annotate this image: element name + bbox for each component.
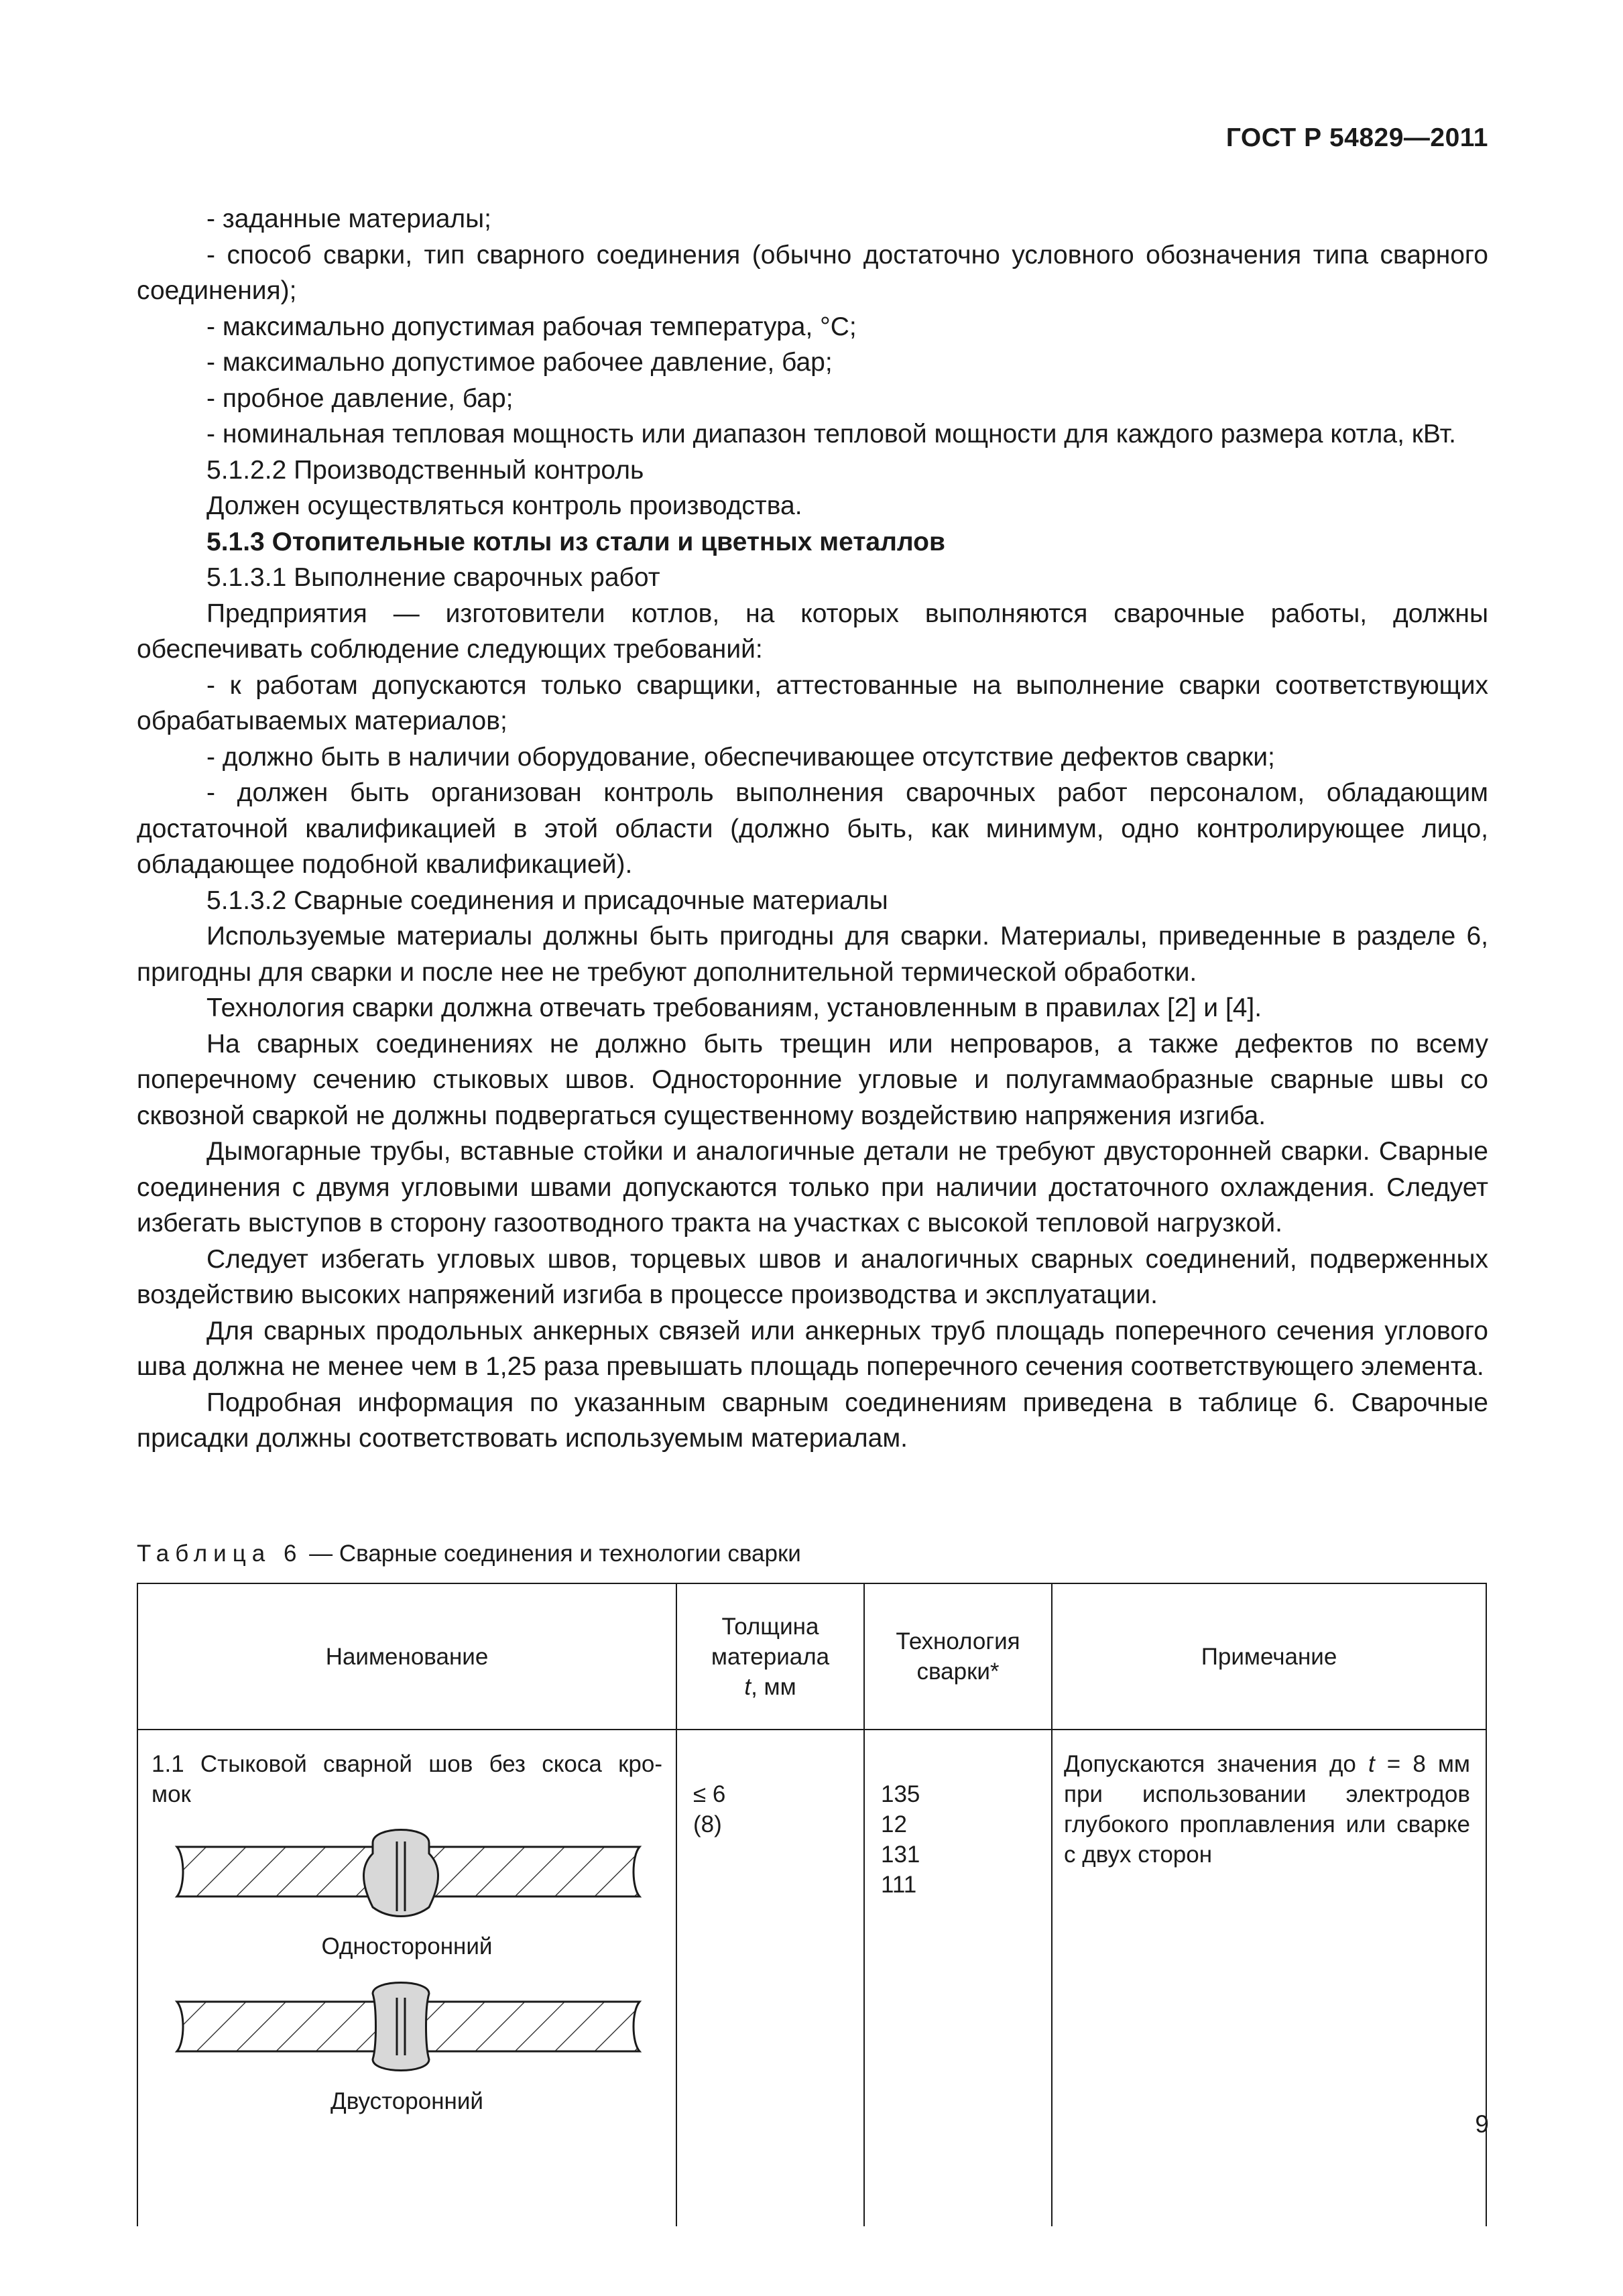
table-caption-text: — Сварные соединения и технологии сварки	[302, 1540, 801, 1567]
thickness-alt-value: (8)	[693, 1811, 722, 1837]
technology-code: 12	[881, 1811, 907, 1837]
double-sided-weld-sketch	[152, 1976, 649, 2077]
header-thickness	[676, 1583, 864, 1730]
header-note	[1052, 1583, 1486, 1730]
list-item: - должно быть в наличии оборудование, обеспечивающее отсутствие дефектов сварки;	[206, 742, 1275, 772]
technology-code: 135	[881, 1781, 920, 1807]
header-thickness-l2: материала	[711, 1643, 830, 1670]
header-technology-l1: Технология	[896, 1628, 1020, 1654]
header-thickness-l3	[684, 1672, 857, 1702]
header-thickness-var: t	[744, 1673, 752, 1700]
list-item: - способ сварки, тип сварного соединения (обычно достаточно условного обозначения типа сварного соединения);	[137, 240, 1488, 305]
paragraph: Следует избегать угловых швов, торцевых швов и аналогичных сварных соединений, подверженных воздействию высоких напряжений изгиба в процессе производства и эксплуатации.	[137, 1244, 1488, 1309]
technology-code: 131	[881, 1841, 920, 1868]
header-technology-l2: сварки*	[916, 1658, 1000, 1685]
section-heading: 5.1.3 Отопительные котлы из стали и цветных металлов	[206, 527, 945, 556]
header-thickness-l1: Толщина	[721, 1613, 819, 1640]
header-name-text: Наименование	[325, 1643, 489, 1670]
header-thickness-unit: , мм	[751, 1673, 796, 1700]
cell-technology	[864, 1730, 1052, 2226]
row-name-line2: мок	[152, 1781, 191, 1807]
cell-thickness	[676, 1730, 864, 2226]
single-sided-label: Односторонний	[321, 1933, 493, 1959]
note-var: t	[1368, 1751, 1375, 1777]
header-name	[137, 1583, 676, 1730]
note-text-a: Допускаются значения до	[1064, 1751, 1368, 1777]
subsection-title: 5.1.2.2 Производственный контроль	[206, 455, 644, 485]
header-note-text: Примечание	[1201, 1643, 1337, 1670]
thickness-value: ≤ 6	[693, 1781, 726, 1807]
paragraph: Подробная информация по указанным сварным соединениям приведена в таблице 6. Сварочные присадки должны соответствовать используемым материалам.	[137, 1388, 1488, 1453]
paragraph: Должен осуществляться контроль производства.	[206, 491, 802, 520]
paragraph: Для сварных продольных анкерных связей или анкерных труб площадь поперечного сечения углового шва должна не менее чем в 1,25 раза превышать площадь поперечного сечения соответствующего элемента.	[137, 1316, 1488, 1381]
subsection-title: 5.1.3.2 Сварные соединения и присадочные материалы	[206, 886, 888, 915]
note-text	[1053, 1749, 1485, 1870]
technology-code: 111	[881, 1872, 917, 1898]
paragraph: Технология сварки должна отвечать требованиям, установленным в правилах [2] и [4].	[206, 993, 1262, 1022]
row-name-line1: 1.1 Стыковой сварной шов без скоса кро-	[152, 1751, 662, 1777]
list-item: - к работам допускаются только сварщики, аттестованные на выполнение сварки соответствующих обрабатываемых материалов;	[137, 670, 1488, 735]
single-sided-weld-sketch	[152, 1821, 649, 1922]
list-item: - заданные материалы;	[206, 204, 492, 233]
body-text	[137, 201, 1488, 1457]
paragraph: Предприятия — изготовители котлов, на которых выполняются сварочные работы, должны обеспечивать соблюдение следующих требований:	[137, 599, 1488, 664]
table-row	[137, 1730, 1486, 2226]
list-item: - должен быть организован контроль выполнения сварочных работ персоналом, обладающим достаточной квалификацией в этой области (должно быть, как минимум, одно контролирующее лицо, обладающее подобной квалификацией).	[137, 778, 1488, 879]
note-text-b: = 8 мм при использовании электродов глубокого проплавления или сварке с двух сторон	[1064, 1751, 1470, 1868]
list-item: - максимально допустимое рабочее давление, бар;	[206, 348, 833, 377]
subsection-title: 5.1.3.1 Выполнение сварочных работ	[206, 563, 660, 592]
cell-note	[1052, 1730, 1486, 2226]
table-caption	[137, 1540, 801, 1567]
paragraph: Дымогарные трубы, вставные стойки и аналогичные детали не требуют двусторонней сварки. Сварные соединения с двумя угловыми швами допускаются только при наличии достаточного охлаждения. Следует избегать выступов в сторону газоотводного тракта на участках с высокой тепловой нагрузкой.	[137, 1137, 1488, 1237]
header-technology	[864, 1583, 1052, 1730]
paragraph: Используемые материалы должны быть пригодны для сварки. Материалы, приведенные в разделе 6, пригодны для сварки и после нее не требуют дополнительной термической обработки.	[137, 922, 1488, 987]
paragraph: На сварных соединениях не должно быть трещин или непроваров, а также дефектов по всему поперечному сечению стыковых швов. Односторонние угловые и полугаммаобразные сварные швы со сквозной сваркой не должны подвергаться существенному воздействию напряжения изгиба.	[137, 1029, 1488, 1130]
table-caption-label: Таблица 6	[137, 1540, 303, 1567]
list-item: - пробное давление, бар;	[206, 383, 514, 413]
list-item: - номинальная тепловая мощность или диапазон тепловой мощности для каждого размера котла, кВт.	[206, 420, 1456, 448]
table-header-row	[137, 1583, 1486, 1730]
welding-table	[137, 1583, 1487, 2226]
document-header: ГОСТ Р 54829—2011	[1225, 123, 1488, 152]
cell-name	[137, 1730, 676, 2226]
double-sided-label: Двусторонний	[330, 2088, 483, 2114]
page-number: 9	[1475, 2110, 1489, 2138]
list-item: - максимально допустимая рабочая температура, °С;	[206, 312, 857, 341]
